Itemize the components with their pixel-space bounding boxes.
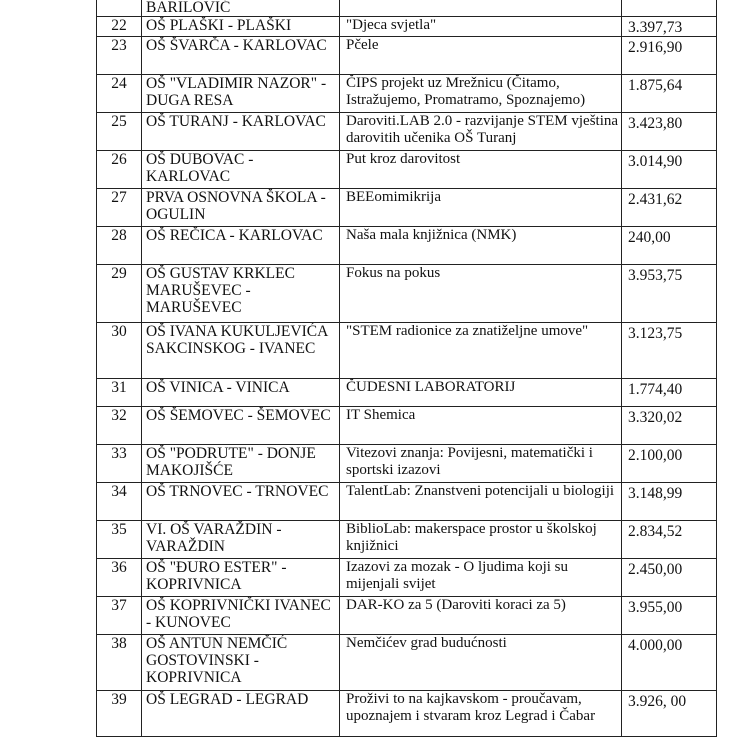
school-name-cell: OŠ GUSTAV KRKLEC MARUŠEVEC - MARUŠEVEC (142, 265, 340, 323)
table-row (97, 635, 717, 691)
amount-cell: 1.875,64 (622, 75, 717, 113)
project-title-cell: "Djeca svjetla" (340, 17, 622, 37)
row-number-cell: 24 (97, 75, 142, 113)
table-row (97, 113, 717, 151)
school-name-cell: OŠ TRNOVEC - TRNOVEC (142, 483, 340, 521)
row-number-cell: 34 (97, 483, 142, 521)
project-title-cell: BiblioLab: makerspace prostor u školskoj knjižnici (340, 521, 622, 559)
amount-cell: 2.100,00 (622, 445, 717, 483)
row-number-cell: 23 (97, 37, 142, 75)
amount-cell: 240,00 (622, 227, 717, 265)
school-name-cell: PRVA OSNOVNA ŠKOLA - OGULIN (142, 189, 340, 227)
row-number-cell: 37 (97, 597, 142, 635)
amount-cell: 4.000,00 (622, 635, 717, 691)
amount-cell (622, 0, 717, 17)
amount-cell: 2.834,52 (622, 521, 717, 559)
table-row (97, 559, 717, 597)
school-name-cell: OŠ "VLADIMIR NAZOR" - DUGA RESA (142, 75, 340, 113)
amount-cell: 3.320,02 (622, 407, 717, 445)
school-name-cell: OŠ "PODRUTE" - DONJE MAKOJIŠĆE (142, 445, 340, 483)
school-name-cell: OŠ REČICA - KARLOVAC (142, 227, 340, 265)
project-title-cell: Put kroz darovitost (340, 151, 622, 189)
table-row (97, 483, 717, 521)
school-name-cell: OŠ DUBOVAC - KARLOVAC (142, 151, 340, 189)
table-row (97, 37, 717, 75)
row-number-cell: 28 (97, 227, 142, 265)
school-name-cell: OŠ "ĐURO ESTER" - KOPRIVNICA (142, 559, 340, 597)
amount-cell: 2.916,90 (622, 37, 717, 75)
school-name-cell: OŠ KOPRIVNIČKI IVANEC - KUNOVEC (142, 597, 340, 635)
table-row (97, 597, 717, 635)
project-title-cell: Proživi to na kajkavskom - proučavam, upoznajem i stvaram kroz Legrad i Čabar (340, 691, 622, 737)
school-name-cell: OŠ ŠVARČA - KARLOVAC (142, 37, 340, 75)
school-name-cell: OŠ ANTUN NEMČIĆ GOSTOVINSKI - KOPRIVNICA (142, 635, 340, 691)
grants-table-body (97, 0, 717, 737)
school-name-cell: OŠ LEGRAD - LEGRAD (142, 691, 340, 737)
amount-cell: 3.955,00 (622, 597, 717, 635)
school-name-cell: OŠ TURANJ - KARLOVAC (142, 113, 340, 151)
school-name-cell: VI. OŠ VARAŽDIN - VARAŽDIN (142, 521, 340, 559)
project-title-cell: BEEomimikrija (340, 189, 622, 227)
table-row (97, 445, 717, 483)
school-name-cell: OŠ VINICA - VINICA (142, 379, 340, 407)
table-row (97, 151, 717, 189)
amount-cell: 3.148,99 (622, 483, 717, 521)
project-title-cell: Pčele (340, 37, 622, 75)
amount-cell: 1.774,40 (622, 379, 717, 407)
table-row (97, 407, 717, 445)
amount-cell: 3.397,73 (622, 17, 717, 37)
row-number-cell (97, 0, 142, 17)
row-number-cell: 26 (97, 151, 142, 189)
row-number-cell: 29 (97, 265, 142, 323)
table-row (97, 227, 717, 265)
amount-cell: 3.014,90 (622, 151, 717, 189)
row-number-cell: 32 (97, 407, 142, 445)
amount-cell: 3.423,80 (622, 113, 717, 151)
project-title-cell: Izazovi za mozak - O ljudima koji su mijenjali svijet (340, 559, 622, 597)
row-number-cell: 25 (97, 113, 142, 151)
table-row (97, 323, 717, 379)
table-row (97, 0, 717, 17)
project-title-cell: TalentLab: Znanstveni potencijali u biologiji (340, 483, 622, 521)
project-title-cell (340, 0, 622, 17)
row-number-cell: 39 (97, 691, 142, 737)
row-number-cell: 31 (97, 379, 142, 407)
project-title-cell: Vitezovi znanja: Povijesni, matematički i sportski izazovi (340, 445, 622, 483)
row-number-cell: 30 (97, 323, 142, 379)
table-row (97, 189, 717, 227)
school-name-cell: BARILOVIĆ (142, 0, 340, 17)
project-title-cell: Daroviti.LAB 2.0 - razvijanje STEM vještina darovitih učenika OŠ Turanj (340, 113, 622, 151)
row-number-cell: 22 (97, 17, 142, 37)
grants-table (96, 0, 717, 737)
project-title-cell: DAR-KO za 5 (Daroviti koraci za 5) (340, 597, 622, 635)
row-number-cell: 35 (97, 521, 142, 559)
project-title-cell: IT Shemica (340, 407, 622, 445)
project-title-cell: Naša mala knjižnica (NMK) (340, 227, 622, 265)
table-row (97, 691, 717, 737)
table-row (97, 379, 717, 407)
school-name-cell: OŠ PLAŠKI - PLAŠKI (142, 17, 340, 37)
row-number-cell: 38 (97, 635, 142, 691)
table-row (97, 521, 717, 559)
row-number-cell: 36 (97, 559, 142, 597)
project-title-cell: "STEM radionice za znatiželjne umove" (340, 323, 622, 379)
row-number-cell: 33 (97, 445, 142, 483)
amount-cell: 2.431,62 (622, 189, 717, 227)
amount-cell: 2.450,00 (622, 559, 717, 597)
school-name-cell: OŠ IVANA KUKULJEVIĆA SAKCINSKOG - IVANEC (142, 323, 340, 379)
row-number-cell: 27 (97, 189, 142, 227)
project-title-cell: ČUDESNI LABORATORIJ (340, 379, 622, 407)
table-row (97, 75, 717, 113)
amount-cell: 3.953,75 (622, 265, 717, 323)
amount-cell: 3.926, 00 (622, 691, 717, 737)
table-row (97, 17, 717, 37)
school-name-cell: OŠ ŠEMOVEC - ŠEMOVEC (142, 407, 340, 445)
project-title-cell: Fokus na pokus (340, 265, 622, 323)
project-title-cell: ČIPS projekt uz Mrežnicu (Čitamo, Istražujemo, Promatramo, Spoznajemo) (340, 75, 622, 113)
project-title-cell: Nemčićev grad budućnosti (340, 635, 622, 691)
table-row (97, 265, 717, 323)
amount-cell: 3.123,75 (622, 323, 717, 379)
